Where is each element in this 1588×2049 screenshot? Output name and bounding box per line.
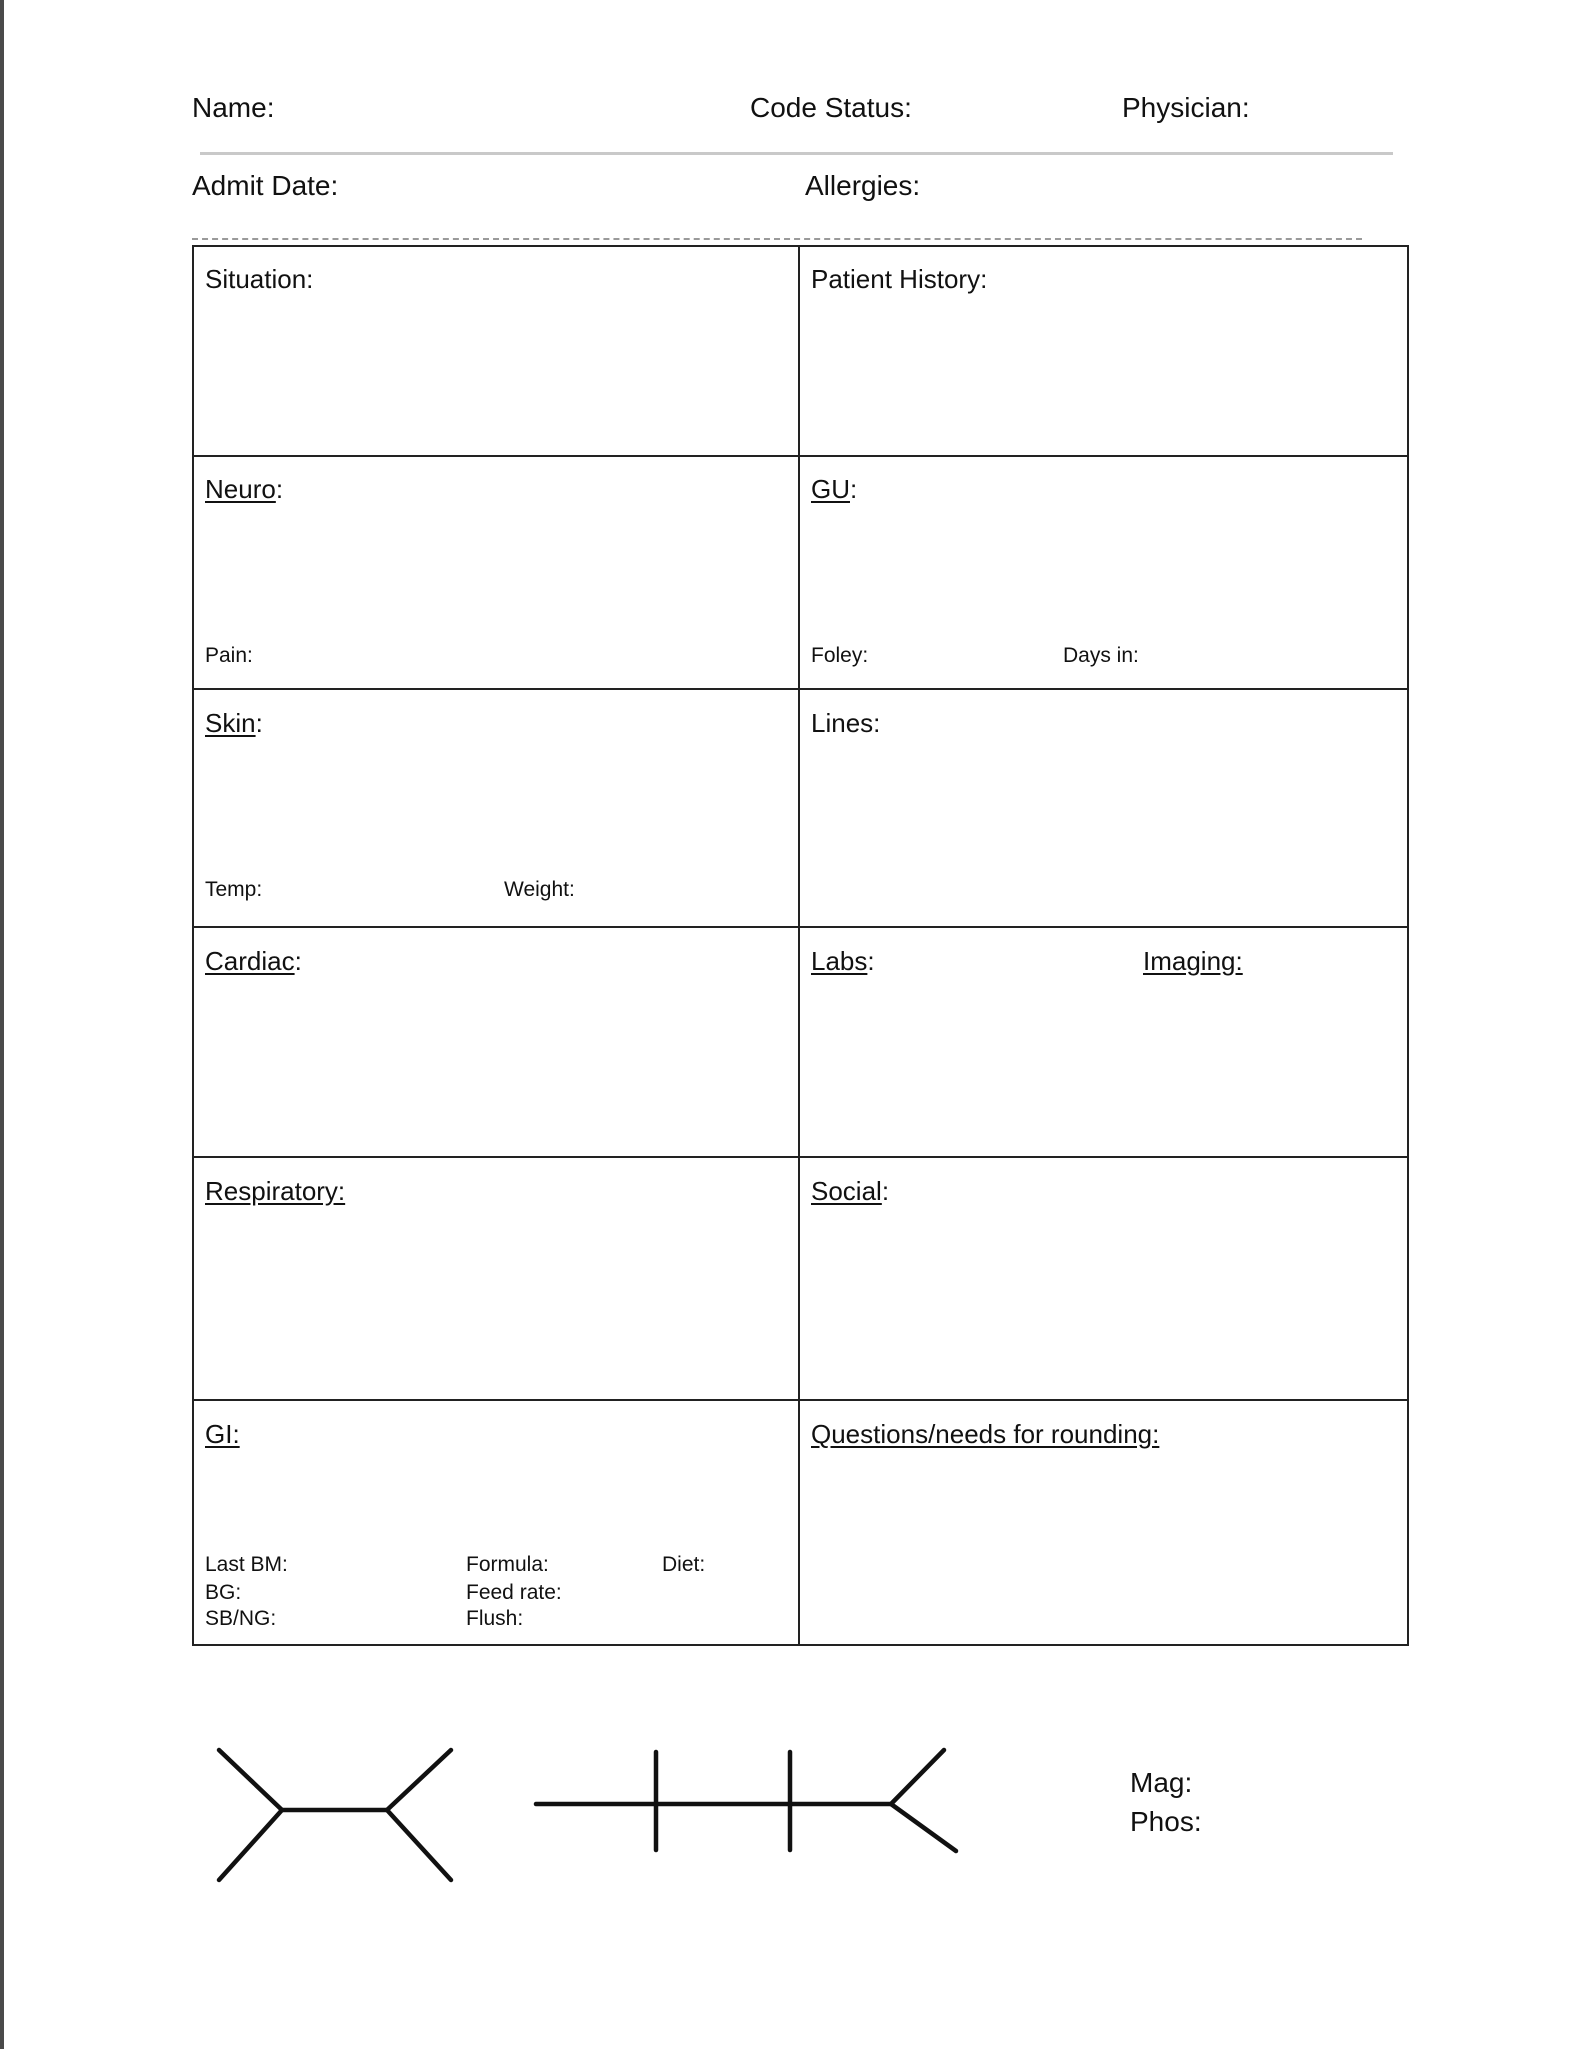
formula-label: Formula: bbox=[466, 1553, 549, 1576]
imaging-label: Imaging: bbox=[1143, 946, 1243, 976]
fishbone-line bbox=[387, 1750, 451, 1810]
gu-label-colon: : bbox=[850, 474, 858, 504]
flush-label: Flush: bbox=[466, 1607, 524, 1630]
social-label-text: Social bbox=[811, 1176, 882, 1206]
pain-label: Pain: bbox=[205, 644, 253, 667]
fishbone-line bbox=[387, 1810, 451, 1880]
fishbone-line bbox=[219, 1750, 282, 1810]
neuro-label-text: Neuro bbox=[205, 474, 276, 504]
gu-label-text: GU bbox=[811, 474, 850, 504]
bmp-fishbone-diagram bbox=[536, 1750, 956, 1851]
allergies-label: Allergies: bbox=[805, 170, 921, 201]
situation-label: Situation: bbox=[205, 264, 314, 294]
cbc-fishbone-diagram bbox=[219, 1750, 451, 1880]
mag-label: Mag: bbox=[1130, 1767, 1193, 1798]
name-label: Name: bbox=[192, 92, 275, 123]
foley-label: Foley: bbox=[811, 644, 869, 667]
temp-label: Temp: bbox=[205, 878, 263, 901]
admit-date-label: Admit Date: bbox=[192, 170, 339, 201]
gi-label: GI: bbox=[205, 1419, 240, 1449]
fishbone-line bbox=[891, 1750, 944, 1804]
patient-history-label: Patient History: bbox=[811, 264, 988, 294]
fishbone-line bbox=[891, 1804, 956, 1851]
neuro-label-colon: : bbox=[275, 474, 284, 504]
questions-for-rounding-label: Questions/needs for rounding: bbox=[811, 1419, 1160, 1449]
lines-label: Lines: bbox=[811, 708, 881, 738]
days-in-label: Days in: bbox=[1063, 644, 1139, 667]
bg-label: BG: bbox=[205, 1581, 242, 1604]
weight-label: Weight: bbox=[504, 878, 575, 901]
fishbone-line bbox=[219, 1810, 282, 1880]
labs-label-colon: : bbox=[867, 946, 875, 976]
diet-label: Diet: bbox=[662, 1553, 706, 1576]
labs-label-text: Labs bbox=[811, 946, 868, 976]
code-status-label: Code Status: bbox=[750, 92, 912, 123]
skin-label-text: Skin bbox=[205, 708, 256, 738]
last-bm-label: Last BM: bbox=[205, 1553, 288, 1576]
cardiac-label-text: Cardiac bbox=[205, 946, 295, 976]
physician-label: Physician: bbox=[1122, 92, 1250, 123]
sb-ng-label: SB/NG: bbox=[205, 1607, 277, 1630]
respiratory-label: Respiratory: bbox=[205, 1176, 346, 1206]
phos-label: Phos: bbox=[1130, 1806, 1202, 1837]
feed-rate-label: Feed rate: bbox=[466, 1581, 562, 1604]
cardiac-label-colon: : bbox=[294, 946, 302, 976]
skin-label-colon: : bbox=[255, 708, 263, 738]
social-label-colon: : bbox=[881, 1176, 890, 1206]
